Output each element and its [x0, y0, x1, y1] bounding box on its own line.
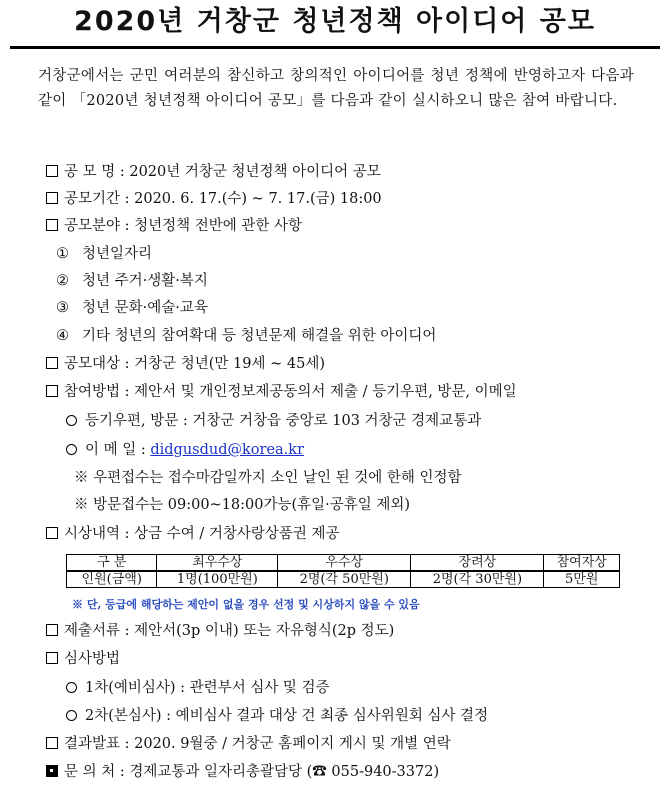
field-item-2 [56, 268, 654, 294]
item-review [46, 646, 654, 672]
item-award-text: 시상내역 : 상금 수여 / 거창사랑상품권 제공 [64, 526, 340, 542]
review-2-text: 2차(본심사) : 예비심사 결과 대상 건 최종 심사위원회 심사 결정 [85, 708, 489, 724]
method-email-label: 이 메 일 : [85, 442, 151, 458]
intro-paragraph: 거창군에서는 군민 여러분의 참신하고 창의적인 아이디어를 청년 정책에 반영하고자 다음과 같이 「2020년 청년정책 아이디어 공모」를 다음과 같이 실시하오니 많은 참여 바랍니다. [38, 68, 634, 109]
table-header-cell: 장려상 [411, 555, 544, 572]
note-post: ※ 우편접수는 접수마감일까지 소인 날인 된 것에 한해 인정함 [74, 470, 462, 486]
table-cell: 2명(각 50만원) [278, 571, 411, 588]
table-header-cell: 구 분 [67, 555, 157, 572]
item-target [46, 351, 654, 377]
table-header-row [67, 555, 620, 572]
field-text: 기타 청년의 참여확대 등 청년문제 해결을 위한 아이디어 [82, 328, 437, 344]
field-text: 청년 문화·예술·교육 [82, 300, 208, 316]
item-target-text: 공모대상 : 거창군 청년(만 19세 ~ 45세) [64, 356, 325, 372]
prize-note: ※ 단, 등급에 해당하는 제안이 없을 경우 선정 및 시상하지 않을 수 있음 [72, 598, 420, 611]
review-1 [66, 675, 654, 701]
item-contest-field-text: 공모분야 : 청년정책 전반에 관한 사항 [64, 218, 303, 234]
item-result-text: 결과발표 : 2020. 9월중 / 거창군 홈페이지 게시 및 개별 연락 [64, 736, 451, 752]
item-contest-period-text: 공모기간 : 2020. 6. 17.(수) ~ 7. 17.(금) 18:00 [64, 191, 382, 207]
item-contest-field [46, 213, 654, 239]
field-item-3 [56, 295, 654, 321]
filled-square-icon [46, 765, 58, 777]
item-award [46, 521, 654, 547]
checkbox-icon [46, 165, 58, 177]
checkbox-icon [46, 192, 58, 204]
item-method [46, 379, 654, 405]
field-text: 청년 주거·생활·복지 [82, 273, 208, 289]
circle-bullet-icon [66, 682, 77, 693]
circle-bullet-icon [66, 444, 77, 455]
table-cell: 2명(각 30만원) [411, 571, 544, 588]
table-header-cell: 우수상 [278, 555, 411, 572]
method-post-text: 등기우편, 방문 : 거창군 거창읍 중앙로 103 거창군 경제교통과 [85, 413, 482, 429]
checkbox-icon [46, 219, 58, 231]
item-documents [46, 618, 654, 644]
item-review-text: 심사방법 [64, 651, 121, 667]
field-item-1 [56, 241, 654, 267]
review-1-text: 1차(예비심사) : 관련부서 심사 및 검증 [85, 680, 330, 696]
field-number: ② [56, 273, 69, 289]
field-text: 청년일자리 [82, 246, 153, 262]
method-post [66, 408, 654, 434]
item-contact [46, 759, 654, 785]
prize-table [66, 554, 620, 588]
note-visit: ※ 방문접수는 09:00~18:00가능(휴일·공휴일 제외) [74, 497, 411, 513]
checkbox-icon [46, 652, 58, 664]
item-contest-name-text: 공 모 명 : 2020년 거창군 청년정책 아이디어 공모 [64, 164, 381, 180]
checkbox-icon [46, 385, 58, 397]
field-number: ③ [56, 300, 69, 316]
field-item-4 [56, 323, 654, 349]
table-cell: 인원(금액) [67, 571, 157, 588]
field-number: ④ [56, 328, 69, 344]
checkbox-icon [46, 737, 58, 749]
item-documents-text: 제출서류 : 제안서(3p 이내) 또는 자유형식(2p 정도) [64, 623, 395, 639]
email-link[interactable]: didgusdud@korea.kr [150, 442, 305, 458]
field-number: ① [56, 246, 69, 262]
title-underline [10, 46, 660, 49]
checkbox-icon [46, 624, 58, 636]
page-title: 2020년 거창군 청년정책 아이디어 공모 [74, 6, 596, 37]
table-cell: 5만원 [544, 571, 620, 588]
table-cell: 1명(100만원) [157, 571, 278, 588]
checkbox-icon [46, 527, 58, 539]
item-result [46, 731, 654, 757]
table-row [67, 571, 620, 588]
checkbox-icon [46, 357, 58, 369]
table-header-cell: 참여자상 [544, 555, 620, 572]
review-2 [66, 703, 654, 729]
table-header-cell: 최우수상 [157, 555, 278, 572]
item-contest-period [46, 186, 654, 212]
item-method-text: 참여방법 : 제안서 및 개인정보제공동의서 제출 / 등기우편, 방문, 이메일 [64, 384, 517, 400]
circle-bullet-icon [66, 710, 77, 721]
item-contact-text: 문 의 처 : 경제교통과 일자리총괄담당 (☎ 055-940-3372) [64, 764, 440, 780]
item-contest-name [46, 159, 654, 185]
method-email [66, 437, 654, 463]
circle-bullet-icon [66, 415, 77, 426]
